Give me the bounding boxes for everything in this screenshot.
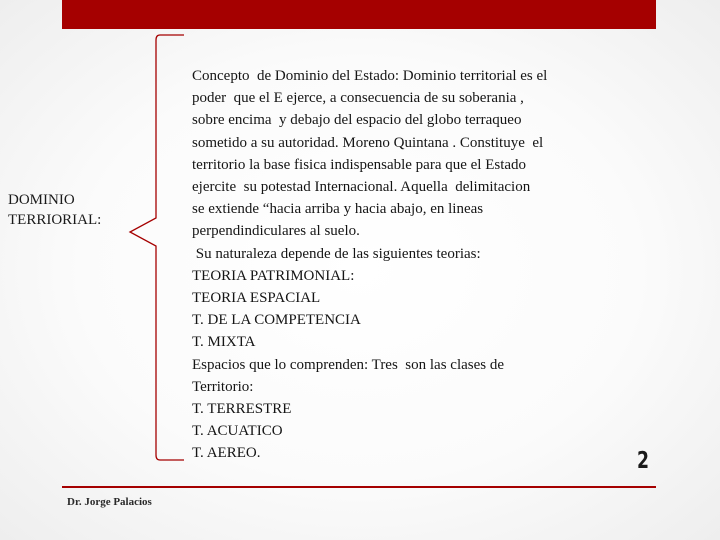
body-line: T. AEREO. [192, 445, 261, 462]
body-line: T. MIXTA [192, 334, 256, 351]
body-line: sometido a su autoridad. Moreno Quintana . Constituye el [192, 134, 544, 151]
body-line: Territorio: [192, 378, 254, 395]
body-line: T. ACUATICO [192, 423, 283, 440]
body-line: TEORIA ESPACIAL [192, 290, 321, 307]
body-line: territorio la base fisica indispensable para que el Estado [192, 156, 527, 173]
body-line: ejercite su potestad Internacional. Aquella delimitacion [192, 179, 531, 196]
body-line: poder que el E ejerce, a consecuencia de su soberania , [192, 90, 524, 107]
body-line: Su naturaleza depende de las siguientes teorias: [192, 245, 481, 262]
side-label-line-2: TERRIORIAL: [8, 212, 102, 228]
body-line: TEORIA PATRIMONIAL: [192, 267, 355, 284]
body-line: sobre encima y debajo del espacio del globo terraqueo [192, 112, 522, 129]
page-number: 2 [637, 448, 650, 474]
footer-author: Dr. Jorge Palacios [67, 496, 152, 508]
side-label-line-1: DOMINIO [8, 192, 75, 208]
footer-divider [62, 486, 656, 488]
body-line: Concepto de Dominio del Estado: Dominio territorial es el [192, 68, 548, 84]
body-line: perpendindiculares al suelo. [192, 223, 360, 240]
body-text [192, 65, 632, 465]
body-line: T. TERRESTRE [192, 401, 292, 418]
body-line: se extiende “hacia arriba y hacia abajo, en lineas [192, 201, 484, 218]
body-line: Espacios que lo comprenden: Tres son las clases de [192, 356, 505, 373]
body-line: T. DE LA COMPETENCIA [192, 312, 361, 329]
